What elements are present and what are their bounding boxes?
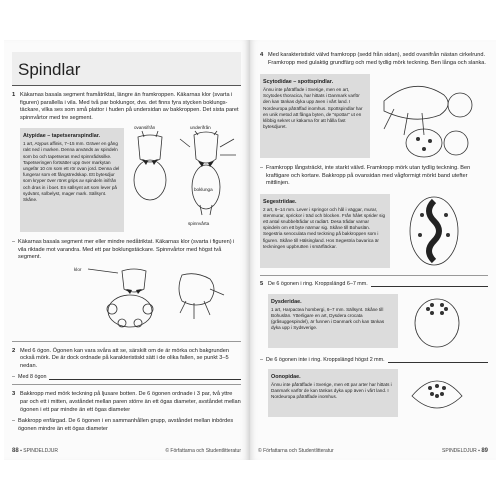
key-text: Med 6 ögon. Ögonen kan vara svåra att se, särskilt om de är mörka och bakgrunden också mörk. De är dock ordnade på karakteristiskt sätt i de olika fallen, se punkt 3–5 nedan. <box>20 347 229 369</box>
page-title: Spindlar <box>12 52 241 86</box>
key-text: Med 8 ögon <box>18 374 47 381</box>
label-ovansifran: ovansifrån <box>134 125 156 131</box>
key-number: 4 <box>260 52 264 58</box>
right-page <box>250 40 496 460</box>
leader-line <box>49 374 241 380</box>
dysderidae-row <box>260 291 488 351</box>
key-text: Med karakteristiskt välvd framkropp (sedd från sidan), sedd ovanifrån nästan cirkelrund. Framkropp med gulaktig grundfärg och med tydlig mörk teckning. Ben långa och slanka. <box>268 52 486 66</box>
family-title: Oonopidae. <box>271 373 301 380</box>
family-text: 1 art, Atypus affinis, 7–15 mm. Gräver en gång rakt ned i marken. Denna används av spindeln som bo och tapetseras med spinnrådssilke. Tapetseringen fortsätter upp över markytan ungefär 10 cm som ett rör ovan jord. Denna del fungerar som ett fångstredskap. Ett bytesdjur som kryper över röret grips av spindeln inifrån och dras in i boet. En sällsynt art som lever på sydvänt, solbelyst, mager mark. Sällsynt. Skåne. <box>23 141 120 202</box>
page-number: 88 <box>12 448 19 454</box>
key-number: 2 <box>12 347 16 354</box>
key-number: 3 <box>12 391 16 398</box>
family-box-scytodidae <box>260 74 370 158</box>
dysderidae-eye-drawing <box>402 291 472 351</box>
footer-section: SPINDELDJUR <box>442 448 477 454</box>
page-footer: © Författarna och Studentlitteratur SPINDELDJUR ▪ 89 <box>258 448 488 454</box>
family-title: Segestriidae. <box>263 198 297 205</box>
family-box-atypidae <box>20 128 124 232</box>
key-number: 5 <box>260 280 264 287</box>
key-number: 1 <box>12 92 16 98</box>
family-title: Atypidae – tapetserarspindlar. <box>23 133 100 140</box>
label-klor: klor <box>74 266 82 272</box>
oonopidae-row <box>260 366 488 420</box>
key-text: Bakkropp enfärgad. De 6 ögonen i en sammanhållen grupp, avståndet mellan inbördes ögonen mindre än ett ögas diameter <box>18 418 234 432</box>
spider-underside-drawing <box>82 265 232 329</box>
key-alt-4b: – Framkropp långsträckt, inte starkt välvd. Framkropp mörk utan tydlig teckning. Ben kraftigare och kortare. Bakkropp på ovansidan med vågformigt mörkt band utefter mittlinjen. <box>260 165 488 188</box>
footer-publisher: © Författarna och Studentlitteratur <box>258 448 334 454</box>
key-text: Bakkropp med mörk teckning på ljusare botten. De 6 ögonen ordnade i 3 par, två yttre par och ett i mitten, avståndet mellan paren större än ett ögas diameter, avståndet mellan ögonen i ett par mindre än ett ögas diameter <box>20 391 241 413</box>
family-title: Dysderidae. <box>271 298 302 305</box>
key-section-5 <box>260 275 488 287</box>
key-alt-2b: – Med 8 ögon <box>12 374 241 380</box>
jaw-illustration <box>74 265 241 329</box>
page-number: 89 <box>481 448 488 454</box>
spider-jaw-drawing <box>128 125 240 230</box>
family-text: 2 art, 6–14 mm. Lever i springor och hål i väggar, murar, stenmurar, sprickor i träd och blocken. Från hålet sprider sig ett antal snubbeltrådar ut radiärt. Desa trådar varnar spindeln om ett byte närmar sig. Skåne till Bohuslän. Segestria senoculata med teckning på bakkroppen som i figuren. Skåne till Hälsingland. Hos Segestria bavarica är teckningen uppbrutten i smärfläckar. <box>263 206 386 249</box>
key-text: Framkropp långsträckt, inte starkt välvd. Framkropp mörk utan tydlig teckning. Ben kraftigare och kortare. Bakkropp på ovansidan med vågformigt mörkt band utefter mittlinjen. <box>266 165 471 187</box>
scytodes-drawing <box>374 71 484 161</box>
leader-line <box>388 357 488 363</box>
scytodidae-row <box>260 71 488 161</box>
family-text: 1 art, Harpactea hombergi, 6–7 mm. Sällsynt. Skåne till Bohuslän. Ytterligare en art, Dysdera crocata (gråsuggespindel), är funnen i Danmark och kan tänkas dyka upp i Sydsverige. <box>271 306 385 331</box>
key-alt-1b: – Käkarnas basala segment mer eller mindre nedåtriktat. Käkarnas klor (svarta i figuren) i vila riktade mot varandra. Med ett par boklungstäckare. Spinnvårtor med högst två segment. <box>12 239 241 262</box>
key-text: Käkarnas basala segment framåtriktat, längre än framkroppen. Käkarnas klor (svarta i figuren) parallella i vila. Med två par boklungor, dvs. det finns fyra stycken boklungs-täckare, vilka ses som små plattor i huden på undersidan av bakkroppen. Det sista paret spinnvårtor med tre segment. <box>20 92 239 121</box>
key-text: Käkarnas basala segment mer eller mindre nedåtriktat. Käkarnas klor (svarta i figuren) i vila riktade mot varandra. Med ett par boklungstäckare. Spinnvårtor med högst två segment. <box>18 239 235 261</box>
segestria-abdomen-drawing <box>394 191 474 271</box>
family-box-dysderidae <box>268 294 398 348</box>
key-text: De 6 ögonen inte i ring. Kroppslängd högst 2 mm. <box>266 356 385 363</box>
key-alt-3b: – Bakkropp enfärgad. De 6 ögonen i en sammanhållen grupp, avståndet mellan inbördes ögonen mindre än ett ögas diameter <box>12 418 241 433</box>
key-section-2 <box>12 341 241 371</box>
label-spinnvarta: spinnvårta <box>188 221 210 227</box>
family-title: Scytodidae – spottspindlar. <box>263 79 334 86</box>
atypus-illustration <box>128 125 241 235</box>
key-text: De 6 ögonen i ring. Kroppslängd 6–7 mm. <box>268 280 368 287</box>
family-text: Ännu inte påträffade i Sverige, men en art, Scytodes thoracica, har hittats i Danmark varför den kan tänkas dyka upp även i vårt land. I Nordeuropa påträffad inomhus. Spottspindlar har en unik metod att fånga byten, de "spottar" ut en klibbig sekret ur käkarna för att hålla fast bytesdjuret. <box>263 87 363 130</box>
key-section-4 <box>260 52 488 67</box>
key-section-3 <box>12 384 241 414</box>
leader-line <box>371 281 488 287</box>
key-alt-5a <box>268 281 488 287</box>
left-page <box>4 40 250 460</box>
label-underifran: underifrån <box>190 125 211 131</box>
page-footer: 88 ▪ SPINDELDJUR © Författarna och Studentlitteratur <box>12 448 241 454</box>
segestriidae-row <box>260 191 488 271</box>
label-boklunga: boklunga <box>194 187 213 193</box>
footer-section: SPINDELDJUR <box>23 448 58 454</box>
key-alt-5b: – De 6 ögonen inte i ring. Kroppslängd högst 2 mm. <box>260 357 488 363</box>
family-text: Ännu inte påträffade i Sverige, men ett par arter har hittats i Danmark varför de kan tänkas dyka upp även i vårt land. I Nordeuropa påträffade inomhus. <box>271 381 392 400</box>
family-box-oonopidae <box>268 369 398 417</box>
oonopidae-eye-drawing <box>402 366 472 420</box>
family-box-segestriidae <box>260 194 390 268</box>
footer-publisher: © Författarna och Studentlitteratur <box>165 448 241 454</box>
open-book <box>4 40 496 460</box>
key-section-1 <box>12 92 241 235</box>
